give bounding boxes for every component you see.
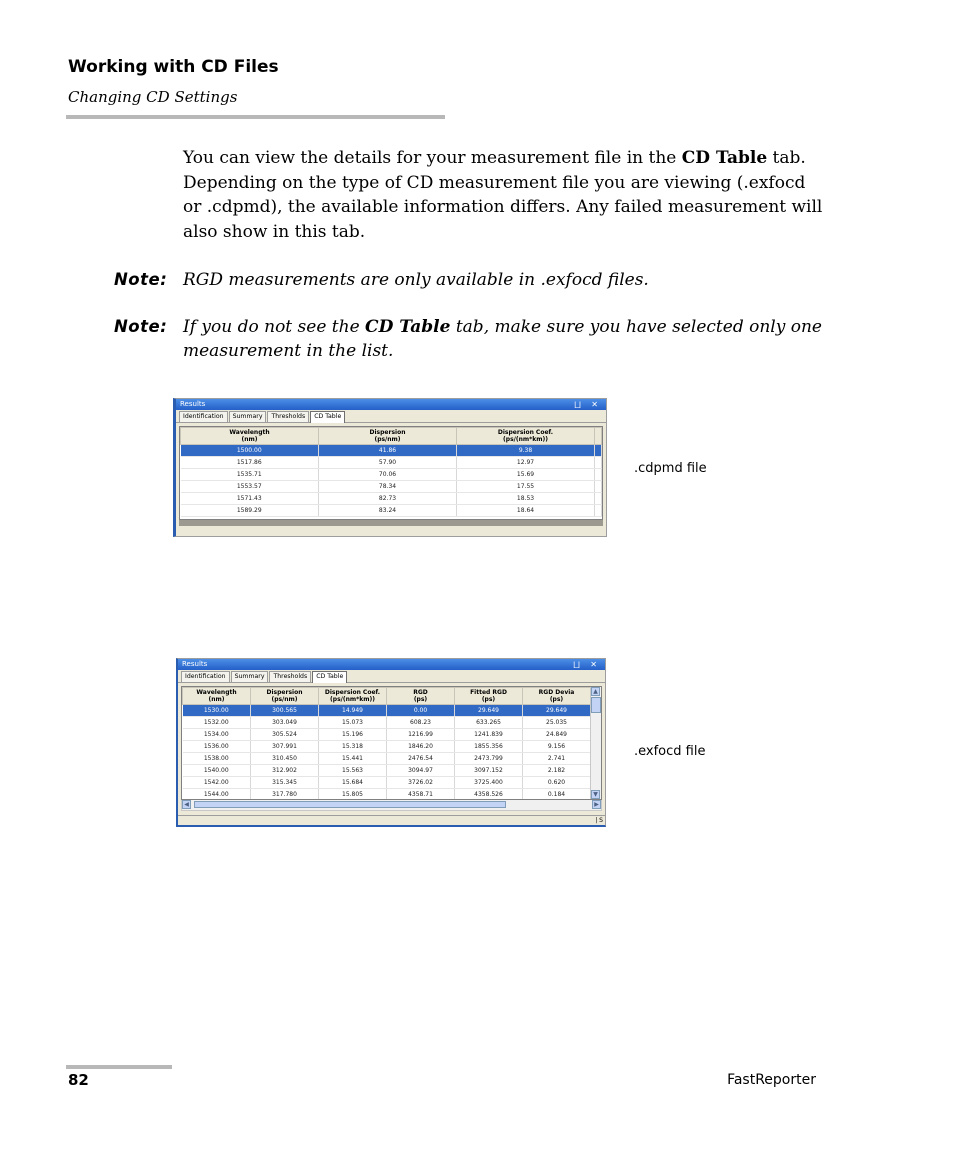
column-filler [595,428,602,445]
results-title: Results [180,400,206,408]
column-header[interactable] [523,688,591,705]
table-cell: 17.55 [457,481,595,493]
intro-paragraph [183,146,823,244]
table-cell: 14.949 [319,705,387,717]
tab-thresholds[interactable]: Thresholds [269,671,311,682]
table-row[interactable] [183,789,591,801]
column-header[interactable] [457,428,595,445]
table-row[interactable] [183,717,591,729]
table-cell: 4358.71 [387,789,455,801]
page-number: 82 [68,1071,89,1089]
table-cell: 18.53 [457,493,595,505]
column-header[interactable] [181,428,319,445]
column-name: Wavelength [196,689,237,696]
cd-table-grid [181,686,602,800]
column-name: RGD Devia [538,689,575,696]
scroll-up-icon[interactable]: ▲ [591,687,600,696]
column-header[interactable] [251,688,319,705]
window-buttons[interactable]: ⨆ ✕ [574,400,602,409]
column-name: RGD [413,689,428,696]
column-unit: (ps/(nm*km)) [330,696,375,703]
column-header[interactable] [183,688,251,705]
table-cell: 70.06 [319,469,457,481]
table-cell: 15.69 [457,469,595,481]
column-name: Fitted RGD [470,689,507,696]
table-cell: 1517.86 [181,457,319,469]
table-cell: 15.441 [319,753,387,765]
table-cell: 18.64 [457,505,595,517]
cd-table [180,427,602,517]
column-header[interactable] [387,688,455,705]
table-cell: 633.265 [455,717,523,729]
table-cell: 0.620 [523,777,591,789]
tab-summary[interactable]: Summary [229,411,267,422]
table-cell: 1534.00 [183,729,251,741]
section-subtitle: Changing CD Settings [68,88,238,106]
table-row[interactable] [181,505,602,517]
table-row[interactable] [183,705,591,717]
status-text: | S [595,817,603,824]
cdpmd-results-window [173,398,607,537]
table-cell: 1540.00 [183,765,251,777]
scroll-right-icon[interactable]: ▶ [592,800,601,809]
table-row[interactable] [181,469,602,481]
table-row[interactable] [181,457,602,469]
table-cell: 1553.57 [181,481,319,493]
table-cell: 315.345 [251,777,319,789]
results-titlebar [178,659,605,670]
table-cell: 2473.799 [455,753,523,765]
table-cell: 1216.99 [387,729,455,741]
tab-cd-table[interactable]: CD Table [312,671,347,683]
table-cell: 310.450 [251,753,319,765]
window-buttons[interactable]: ⨆ ✕ [573,660,601,669]
table-cell: 1500.00 [181,445,319,457]
table-row[interactable] [183,765,591,777]
intro-text-a: You can view the details for your measurement file in the [183,148,682,168]
cd-table-grid [179,426,603,520]
column-unit: (ps) [481,696,496,703]
table-row[interactable] [181,493,602,505]
scroll-left-icon[interactable]: ◀ [182,800,191,809]
tab-identification[interactable]: Identification [179,411,228,422]
column-header[interactable] [319,428,457,445]
note-text [183,315,823,363]
table-cell: 303.049 [251,717,319,729]
table-cell: 1536.00 [183,741,251,753]
table-cell: 29.649 [455,705,523,717]
table-cell: 3725.400 [455,777,523,789]
table-row[interactable] [183,729,591,741]
note-text: RGD measurements are only available in .exfocd files. [183,270,649,290]
tab-thresholds[interactable]: Thresholds [267,411,309,422]
column-header[interactable] [319,688,387,705]
column-unit: (ps) [549,696,564,703]
note-label: Note: [114,270,168,289]
table-cell: 1538.00 [183,753,251,765]
table-cell: 25.035 [523,717,591,729]
scroll-down-icon[interactable]: ▼ [591,790,600,799]
results-title: Results [182,660,208,668]
table-cell-filler [595,457,602,469]
table-cell: 4358.526 [455,789,523,801]
table-cell: 0.00 [387,705,455,717]
note-label: Note: [114,317,168,336]
vertical-scrollbar[interactable] [590,687,601,799]
results-titlebar [176,399,606,410]
column-unit: (nm) [208,696,225,703]
table-cell-filler [595,493,602,505]
table-cell: 15.318 [319,741,387,753]
table-cell: 1542.00 [183,777,251,789]
table-cell: 15.805 [319,789,387,801]
table-cell-filler [595,469,602,481]
table-cell: 1571.43 [181,493,319,505]
table-cell: 300.565 [251,705,319,717]
results-tabs [178,670,605,683]
column-name: Dispersion [369,429,406,436]
table-cell: 12.97 [457,457,595,469]
table-cell: 9.156 [523,741,591,753]
column-header[interactable] [455,688,523,705]
horizontal-scrollbar[interactable] [181,800,602,811]
exfocd-results-window [176,658,606,827]
footer-rule [66,1065,172,1069]
tab-summary[interactable]: Summary [231,671,269,682]
table-cell: 41.86 [319,445,457,457]
column-name: Dispersion Coef. [324,689,381,696]
column-name: Dispersion [266,689,303,696]
table-cell: 3097.152 [455,765,523,777]
table-row[interactable] [183,777,591,789]
column-name: Wavelength [229,429,270,436]
table-cell: 83.24 [319,505,457,517]
table-cell: 1532.00 [183,717,251,729]
table-cell: 312.902 [251,765,319,777]
note-text-a: If you do not see the [183,317,366,337]
tab-cd-table[interactable]: CD Table [310,411,345,423]
table-cell: 15.073 [319,717,387,729]
table-cell: 3094.97 [387,765,455,777]
tab-identification[interactable]: Identification [181,671,230,682]
note-text-b: tab, make sure you have selected only one measurement in the list. [183,317,822,361]
table-row[interactable] [181,481,602,493]
product-name: FastReporter [727,1072,816,1088]
table-cell: 29.649 [523,705,591,717]
table-cell: 15.684 [319,777,387,789]
intro-text-b: tab. Depending on the type of CD measurement file you are viewing (.exfocd or .cdpmd), the available information differs. Any failed measurement will also show in this tab. [183,148,823,242]
status-bar [178,815,605,826]
table-cell: 78.34 [319,481,457,493]
table-cell: 15.563 [319,765,387,777]
scroll-thumb[interactable] [194,801,506,808]
intro-text-bold: CD Table [681,148,768,168]
table-cell: 1589.29 [181,505,319,517]
table-row[interactable] [183,753,591,765]
header-rule [66,115,445,119]
column-unit: (ps/nm) [374,436,401,443]
table-cell-filler [595,445,602,457]
table-cell-filler [595,505,602,517]
table-cell: 24.849 [523,729,591,741]
table-cell: 15.196 [319,729,387,741]
table-row[interactable] [183,741,591,753]
cd-table [182,687,591,800]
table-cell: 1846.20 [387,741,455,753]
column-unit: (ps/nm) [271,696,298,703]
table-cell: 608.23 [387,717,455,729]
table-cell: 305.524 [251,729,319,741]
table-cell: 2.182 [523,765,591,777]
table-cell: 2476.54 [387,753,455,765]
table-cell: 1530.00 [183,705,251,717]
exfocd-caption: .exfocd file [634,744,706,759]
table-cell: 2.741 [523,753,591,765]
table-cell: 57.90 [319,457,457,469]
note-text-bold: CD Table [365,317,451,337]
table-cell: 1855.356 [455,741,523,753]
column-unit: (ps/(nm*km)) [503,436,548,443]
column-name: Dispersion Coef. [497,429,554,436]
table-cell: 1535.71 [181,469,319,481]
table-cell: 1241.839 [455,729,523,741]
table-row[interactable] [181,445,602,457]
results-tabs [176,410,606,423]
table-cell: 307.991 [251,741,319,753]
table-cell: 82.73 [319,493,457,505]
grid-bottom-bar [179,520,603,526]
table-cell: 9.38 [457,445,595,457]
cdpmd-caption: .cdpmd file [634,461,707,476]
column-unit: (nm) [241,436,258,443]
table-cell-filler [595,481,602,493]
section-title: Working with CD Files [68,57,279,77]
scroll-thumb[interactable] [591,697,601,713]
column-unit: (ps) [413,696,428,703]
table-cell: 0.184 [523,789,591,801]
table-cell: 3726.02 [387,777,455,789]
table-cell: 1544.00 [183,789,251,801]
table-cell: 317.780 [251,789,319,801]
